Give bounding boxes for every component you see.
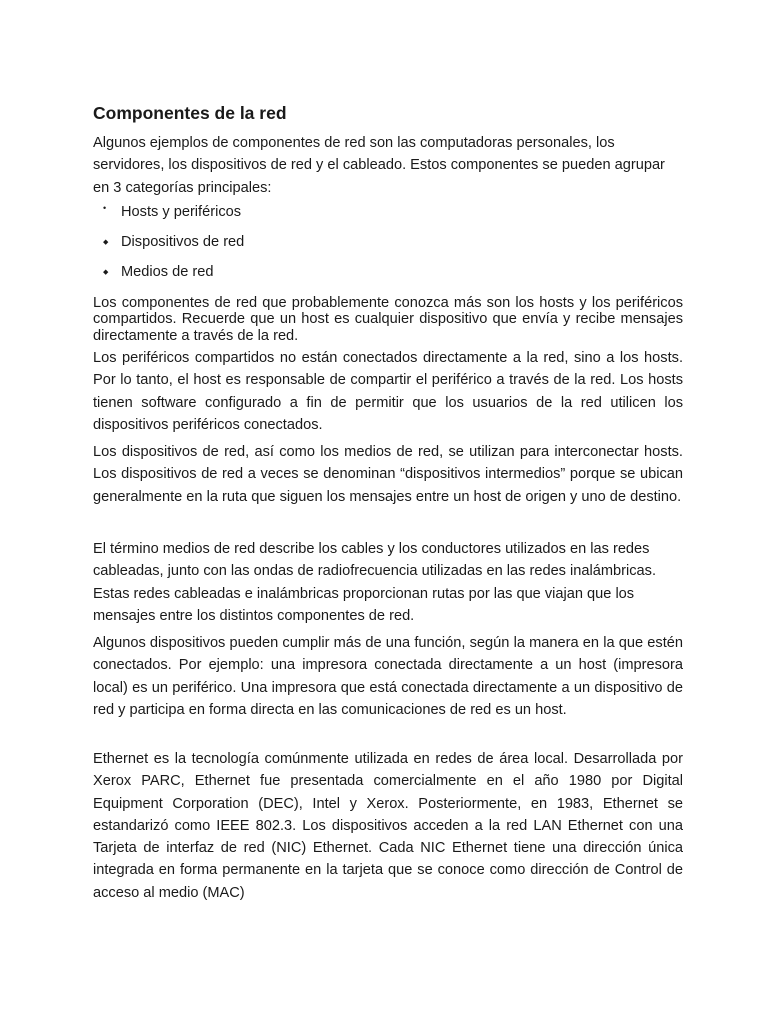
list-item-text: Hosts y periféricos [121,204,242,220]
list-item-text: Medios de red [121,264,214,280]
paragraph-dispositivos: Los dispositivos de red, así como los medios de red, se utilizan para interconectar hosts. Los dispositivos de red a veces se denominan “dispositivos intermedios” porque se ubican generalmente en la ruta que siguen los mensajes entre un host de origen y uno de destino. [93,444,683,505]
bullet-diamond-icon: ◆ [103,239,109,246]
section-heading: Componentes de la red [93,103,287,123]
paragraph-ethernet: Ethernet es la tecnología comúnmente utilizada en redes de área local. Desarrollada por Xerox PARC, Ethernet fue presentada comercialmente en el año 1980 por Digital Equipment Corporation (DEC), Intel y Xerox. Posteriormente, en 1983, Ethernet se estandarizó como IEEE 802.3. Los dispositivos acceden a la red LAN Ethernet con una Tarjeta de interfaz de red (NIC) Ethernet. Cada NIC Ethernet tiene una dirección única integrada en forma permanente en la tarjeta que se conoce como dirección de Control de acceso al medio (MAC) [93,751,683,901]
bullet-diamond-icon: ◆ [103,269,109,276]
paragraph-hosts: Los componentes de red que probablemente conozca más son los hosts y los periféricos compartidos. Recuerde que un host es cualquier dispositivo que envía y recibe mensajes directamente a través de la red. [93,295,683,344]
list-item-text: Dispositivos de red [121,234,245,250]
paragraph-funciones: Algunos dispositivos pueden cumplir más de una función, según la manera en la que estén conectados. Por ejemplo: una impresora conectada directamente a un host (impresora local) es un periférico. Una impresora que está conectada directamente a un dispositivo de red y participa en forma directa en las comunicaciones de red es un host. [93,635,683,718]
paragraph-medios: El término medios de red describe los cables y los conductores utilizados en las redes cableadas, junto con las ondas de radiofrecuencia utilizadas en las redes inalámbricas. Estas redes cableadas e inalámbricas proporcionan rutas por las que viajan que los mensajes entre los distintos componentes de red. [93,541,657,624]
paragraph-perifericos: Los periféricos compartidos no están conectados directamente a la red, sino a los hosts. Por lo tanto, el host es responsable de compartir el periférico a través de la red. Los hosts tienen software configurado a fin de permitir que los usuarios de la red utilicen los dispositivos periféricos conectados. [93,350,683,433]
bullet-dot-icon: • [103,203,107,213]
intro-paragraph: Algunos ejemplos de componentes de red son las computadoras personales, los servidores, los dispositivos de red y el cableado. Estos componentes se pueden agrupar en 3 categorías principales: [93,135,665,196]
